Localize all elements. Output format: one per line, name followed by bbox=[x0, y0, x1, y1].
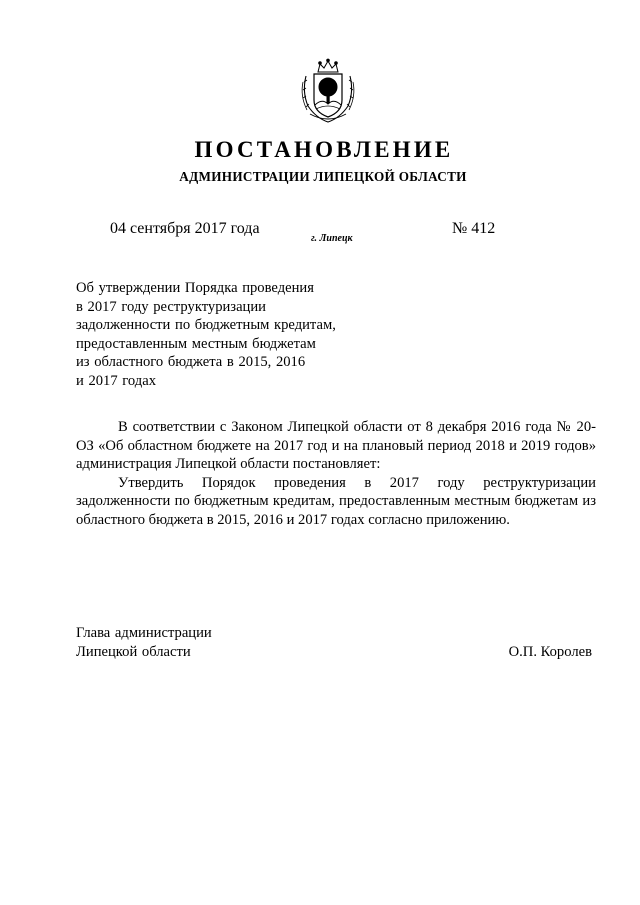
subject-line: предоставленным местным бюджетам bbox=[76, 335, 316, 352]
document-number: № 412 bbox=[452, 220, 496, 237]
subject-line: Об утверждении Порядка проведения bbox=[76, 280, 314, 296]
coat-of-arms-icon bbox=[298, 58, 358, 124]
signature-block bbox=[76, 624, 596, 661]
signatory-position-line: Липецкой области bbox=[76, 643, 191, 660]
document-type-title: ПОСТАНОВЛЕНИЕ bbox=[194, 137, 454, 162]
body-paragraph: Утвердить Порядок проведения в 2017 году реструктуризации задолженности по бюджетным кредитам, предоставленным местным бюджетам из областного бюджета в 2015, 2016 и 2017 годах согласно приложению. bbox=[76, 474, 596, 528]
subject-line: задолженности по бюджетным кредитам, bbox=[76, 317, 336, 333]
signatory-name: О.П. Королев bbox=[508, 643, 592, 660]
document-city: г. Липецк bbox=[311, 233, 353, 244]
issuer-subtitle: АДМИНИСТРАЦИИ ЛИПЕЦКОЙ ОБЛАСТИ bbox=[179, 169, 467, 184]
document-body bbox=[76, 418, 596, 529]
document-subject bbox=[76, 279, 376, 390]
subject-line: из областного бюджета в 2015, 2016 bbox=[76, 354, 306, 370]
document-date: 04 сентября 2017 года bbox=[110, 220, 260, 237]
subject-line: и 2017 годах bbox=[76, 372, 156, 389]
signatory-position-line: Глава администрации bbox=[76, 625, 212, 641]
body-paragraph: В соответствии с Законом Липецкой области от 8 декабря 2016 года № 20-ОЗ «Об областном бюджете на 2017 год и на плановый период 2018 и 2019 годов» администрация Липецкой области постановляет: bbox=[76, 419, 596, 472]
subject-line: в 2017 году реструктуризации bbox=[76, 298, 266, 315]
